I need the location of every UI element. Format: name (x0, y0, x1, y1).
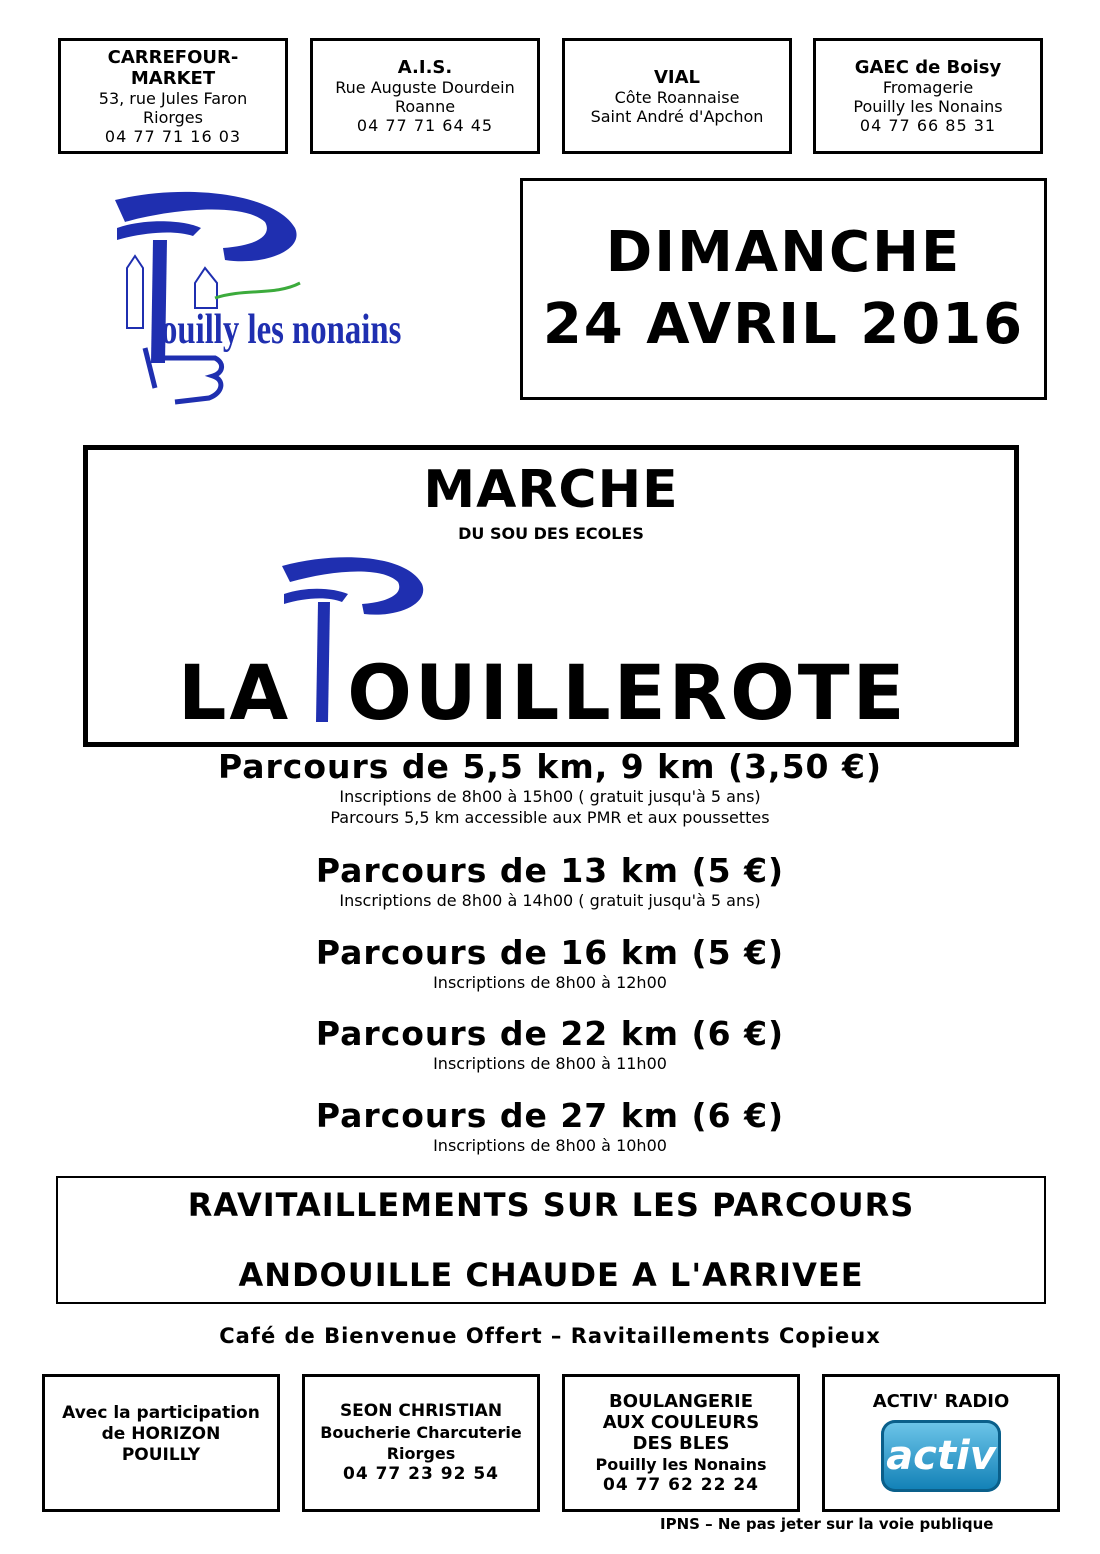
parcours-title: Parcours de 5,5 km, 9 km (3,50 €) (217, 747, 883, 786)
event-box (83, 445, 1019, 747)
sponsor-name: DES BLES (632, 1432, 730, 1454)
parcours-note: Inscriptions de 8h00 à 15h00 ( gratuit jusqu'à 5 ans) (339, 787, 761, 806)
sponsor-line: de HORIZON (101, 1424, 221, 1444)
sponsor-phone: 04 77 66 85 31 (859, 116, 997, 135)
sponsor-name: ACTIV' RADIO (872, 1391, 1010, 1412)
village-logo (105, 188, 450, 418)
event-heading: MARCHE (423, 460, 679, 520)
parcours-note: Inscriptions de 8h00 à 10h00 (433, 1136, 667, 1155)
event-title-part2: OUILLEROTE (347, 648, 908, 737)
sponsor-line: Boucherie Charcuterie (320, 1423, 522, 1442)
event-subheading: DU SOU DES ECOLES (458, 524, 644, 543)
sponsor-phone: 04 77 71 16 03 (104, 126, 242, 146)
parcours-title: Parcours de 16 km (5 €) (315, 933, 785, 972)
sponsor-box-vial (562, 38, 792, 154)
sponsor-name: BOULANGERIE (608, 1390, 754, 1412)
sponsor-address: Fromagerie (882, 78, 974, 97)
radio-logo-text: activ (886, 1433, 996, 1479)
sponsor-box-carrefour (58, 38, 288, 154)
village-logo-graphic (105, 188, 450, 418)
sponsor-line: POUILLY (121, 1445, 201, 1465)
sponsor-phone: 04 77 62 22 24 (603, 1474, 759, 1495)
parcours-item (0, 934, 1100, 993)
sponsor-phone: 04 77 71 64 45 (356, 116, 494, 135)
ravitaillement-line: ANDOUILLE CHAUDE A L'ARRIVEE (238, 1256, 864, 1294)
parcours-title: Parcours de 22 km (6 €) (315, 1014, 785, 1053)
date-weekday: DIMANCHE (605, 220, 962, 285)
sponsor-line: Avec la participation (62, 1403, 260, 1423)
sponsor-city: Roanne (394, 97, 456, 116)
sponsor-name: CARREFOUR- MARKET (107, 46, 239, 89)
sponsor-line: Pouilly les Nonains (595, 1454, 767, 1474)
parcours-item (0, 748, 1100, 828)
sponsor-city: Saint André d'Apchon (590, 106, 764, 126)
sponsor-box-radio (822, 1374, 1060, 1512)
sponsor-box-gaec (813, 38, 1043, 154)
sponsor-box-seon (302, 1374, 540, 1512)
cafe-line: Café de Bienvenue Offert – Ravitaillements Copieux (219, 1324, 881, 1348)
footer-notice: IPNS – Ne pas jeter sur la voie publique (660, 1515, 994, 1533)
sponsor-address: 53, rue Jules Faron (98, 88, 248, 108)
ravitaillement-box (56, 1176, 1046, 1304)
sponsor-phone: 04 77 23 92 54 (343, 1464, 499, 1484)
sponsor-address: Rue Auguste Dourdein (335, 78, 515, 97)
ravitaillement-line: RAVITAILLEMENTS SUR LES PARCOURS (187, 1186, 915, 1224)
parcours-title: Parcours de 27 km (6 €) (315, 1096, 785, 1135)
date-full: 24 AVRIL 2016 (542, 292, 1025, 357)
parcours-item (0, 1097, 1100, 1156)
sponsor-box-horizon (42, 1374, 280, 1512)
sponsor-name: SEON CHRISTIAN (339, 1401, 503, 1421)
parcours-note: Inscriptions de 8h00 à 12h00 (433, 973, 667, 992)
parcours-item (0, 852, 1100, 911)
sponsor-box-boulangerie (562, 1374, 800, 1512)
sponsor-name: A.I.S. (397, 57, 453, 78)
sponsor-address: Côte Roannaise (614, 87, 740, 107)
sponsor-name: VIAL (653, 66, 701, 88)
sponsor-city: Pouilly les Nonains (853, 97, 1003, 116)
parcours-note: Parcours 5,5 km accessible aux PMR et aux poussettes (330, 808, 770, 827)
sponsor-line: Riorges (386, 1444, 456, 1463)
sponsor-city: Riorges (143, 107, 203, 127)
parcours-note: Inscriptions de 8h00 à 11h00 (433, 1054, 667, 1073)
sponsor-name: GAEC de Boisy (854, 57, 1002, 78)
parcours-title: Parcours de 13 km (5 €) (315, 851, 785, 890)
parcours-note: Inscriptions de 8h00 à 14h00 ( gratuit jusqu'à 5 ans) (339, 891, 761, 910)
event-title-part1: LA (178, 648, 292, 737)
radio-logo (881, 1420, 1001, 1492)
sponsor-box-ais (310, 38, 540, 154)
event-title (178, 648, 908, 737)
parcours-item (0, 1015, 1100, 1074)
date-box (520, 178, 1047, 400)
village-logo-text: ouilly les nonains (161, 307, 402, 353)
sponsor-name: AUX COULEURS (602, 1411, 760, 1433)
